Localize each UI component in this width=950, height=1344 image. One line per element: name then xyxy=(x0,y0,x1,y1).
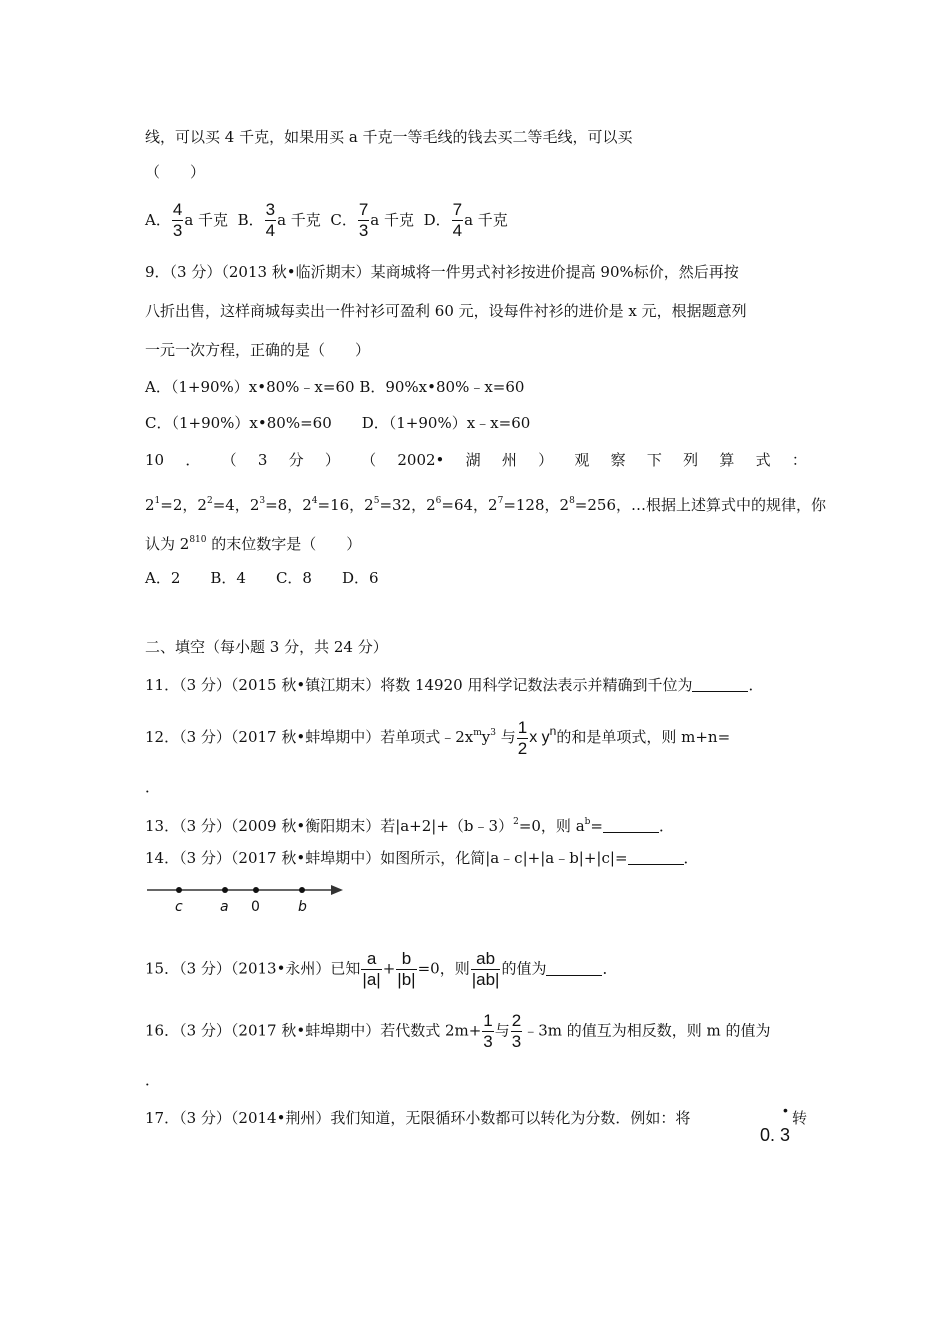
q17-repeating-decimal: 0. 3 xyxy=(760,1125,791,1145)
q8-option-b: B． $\frac{3}{4}$ a 千克 xyxy=(237,200,321,240)
q8-options xyxy=(145,200,508,241)
q10-line3: 认为 $2^{810}$ 的末位数字是（ ） xyxy=(145,535,362,553)
q10-powers-line: $2^1=2$，$2^2=4$，$2^3=8$，$2^4=16$，$2^5=32$，$2^6=64$，$2^7=128$，$2^8=256$，…根据上述算式中的规律，你 xyxy=(145,496,827,514)
q9-line2: 八折出售，这样商城每卖出一件衬衫可盈利 60 元，设每件衬衫的进价是 x 元，根据题意列 xyxy=(145,302,747,320)
q16-line2: ． xyxy=(145,1071,161,1089)
q9-options-cd: C．（1+90%）x•80%=60 D．（1+90%）x﹣x=60 xyxy=(145,414,531,432)
label-0: 0 xyxy=(251,899,260,915)
q12-line1: 12．（3 分）（2017 秋•蚌埠期中）若单项式$﹣2x^my^3$ 与 $\frac{1}{2}$ x $y^n$的和是单项式，则 m+n= xyxy=(145,718,731,758)
q11-blank[interactable] xyxy=(692,677,748,692)
q11: 11．（3 分）（2015 秋•镇江期末）将数 14920 用科学记数法表示并精确到千位为 ． xyxy=(145,676,764,694)
q8-line1: 线，可以买 4 千克，如果用买 a 千克一等毛线的钱去买二等毛线，可以买 xyxy=(145,128,633,146)
q15-blank[interactable] xyxy=(546,961,602,976)
q17-repeat-dot: • xyxy=(783,1102,788,1118)
point-c xyxy=(176,887,182,893)
q10-header: 10 ． （ 3 分 ） （ 2002• 湖 州 ） 观 察 下 列 算 式 ： xyxy=(145,451,807,469)
point-0 xyxy=(253,887,259,893)
q17-tail: 转 xyxy=(792,1109,808,1127)
q8-option-a: A． $\frac{4}{3}$ a 千克 xyxy=(145,200,229,240)
label-c: c xyxy=(175,899,183,915)
q14-blank[interactable] xyxy=(628,850,684,865)
q13-blank[interactable] xyxy=(603,818,659,833)
number-line-figure xyxy=(145,878,350,918)
q9-options-ab: A．（1+90%）x•80%﹣x=60 B．90%x•80%﹣x=60 xyxy=(145,378,525,396)
q14: 14．（3 分）（2017 秋•蚌埠期中）如图所示，化简|a﹣c|+|a﹣b|+|c|= ． xyxy=(145,849,699,867)
q8-option-c: C． $\frac{7}{3}$ a 千克 xyxy=(330,200,415,240)
q9-line1: 9．（3 分）（2013 秋•临沂期末）某商城将一件男式衬衫按进价提高 90%标价，然后再按 xyxy=(145,263,739,281)
number-line-arrow-icon xyxy=(331,885,343,895)
q10-options: A．2 B．4 C．8 D．6 xyxy=(145,569,379,587)
q15: 15．（3 分）（2013•永州）已知 $\frac{a}{|a|}$ + $\frac{b}{|b|}$ =0，则 $\frac{ab}{|ab|}$ 的值为 ． xyxy=(145,949,618,989)
q9-line3: 一元一次方程，正确的是（ ） xyxy=(145,341,371,359)
q12-line2: ． xyxy=(145,778,161,796)
point-b xyxy=(299,887,305,893)
q17: 17．（3 分）（2014•荆州）我们知道，无限循环小数都可以转化为分数．例如：将 xyxy=(145,1109,691,1127)
q13: 13．（3 分）（2009 秋•衡阳期末）若|a+2|+（b﹣3）$^2$=0，则 $a^b=$ ． xyxy=(145,817,674,835)
q8-paren: （ ） xyxy=(145,163,206,181)
q16-line1: 16．（3 分）（2017 秋•蚌埠期中）若代数式 2m+ $\frac{1}{3}$ 与 $\frac{2}{3}$ ﹣3m 的值互为相反数，则 m 的值为 xyxy=(145,1011,771,1051)
point-a xyxy=(222,887,228,893)
label-a: a xyxy=(220,899,229,915)
q8-option-d: D． $\frac{7}{4}$ a 千克 xyxy=(423,200,508,240)
label-b: b xyxy=(298,899,307,915)
section-2-heading: 二、填空（每小题 3 分，共 24 分） xyxy=(145,638,388,656)
